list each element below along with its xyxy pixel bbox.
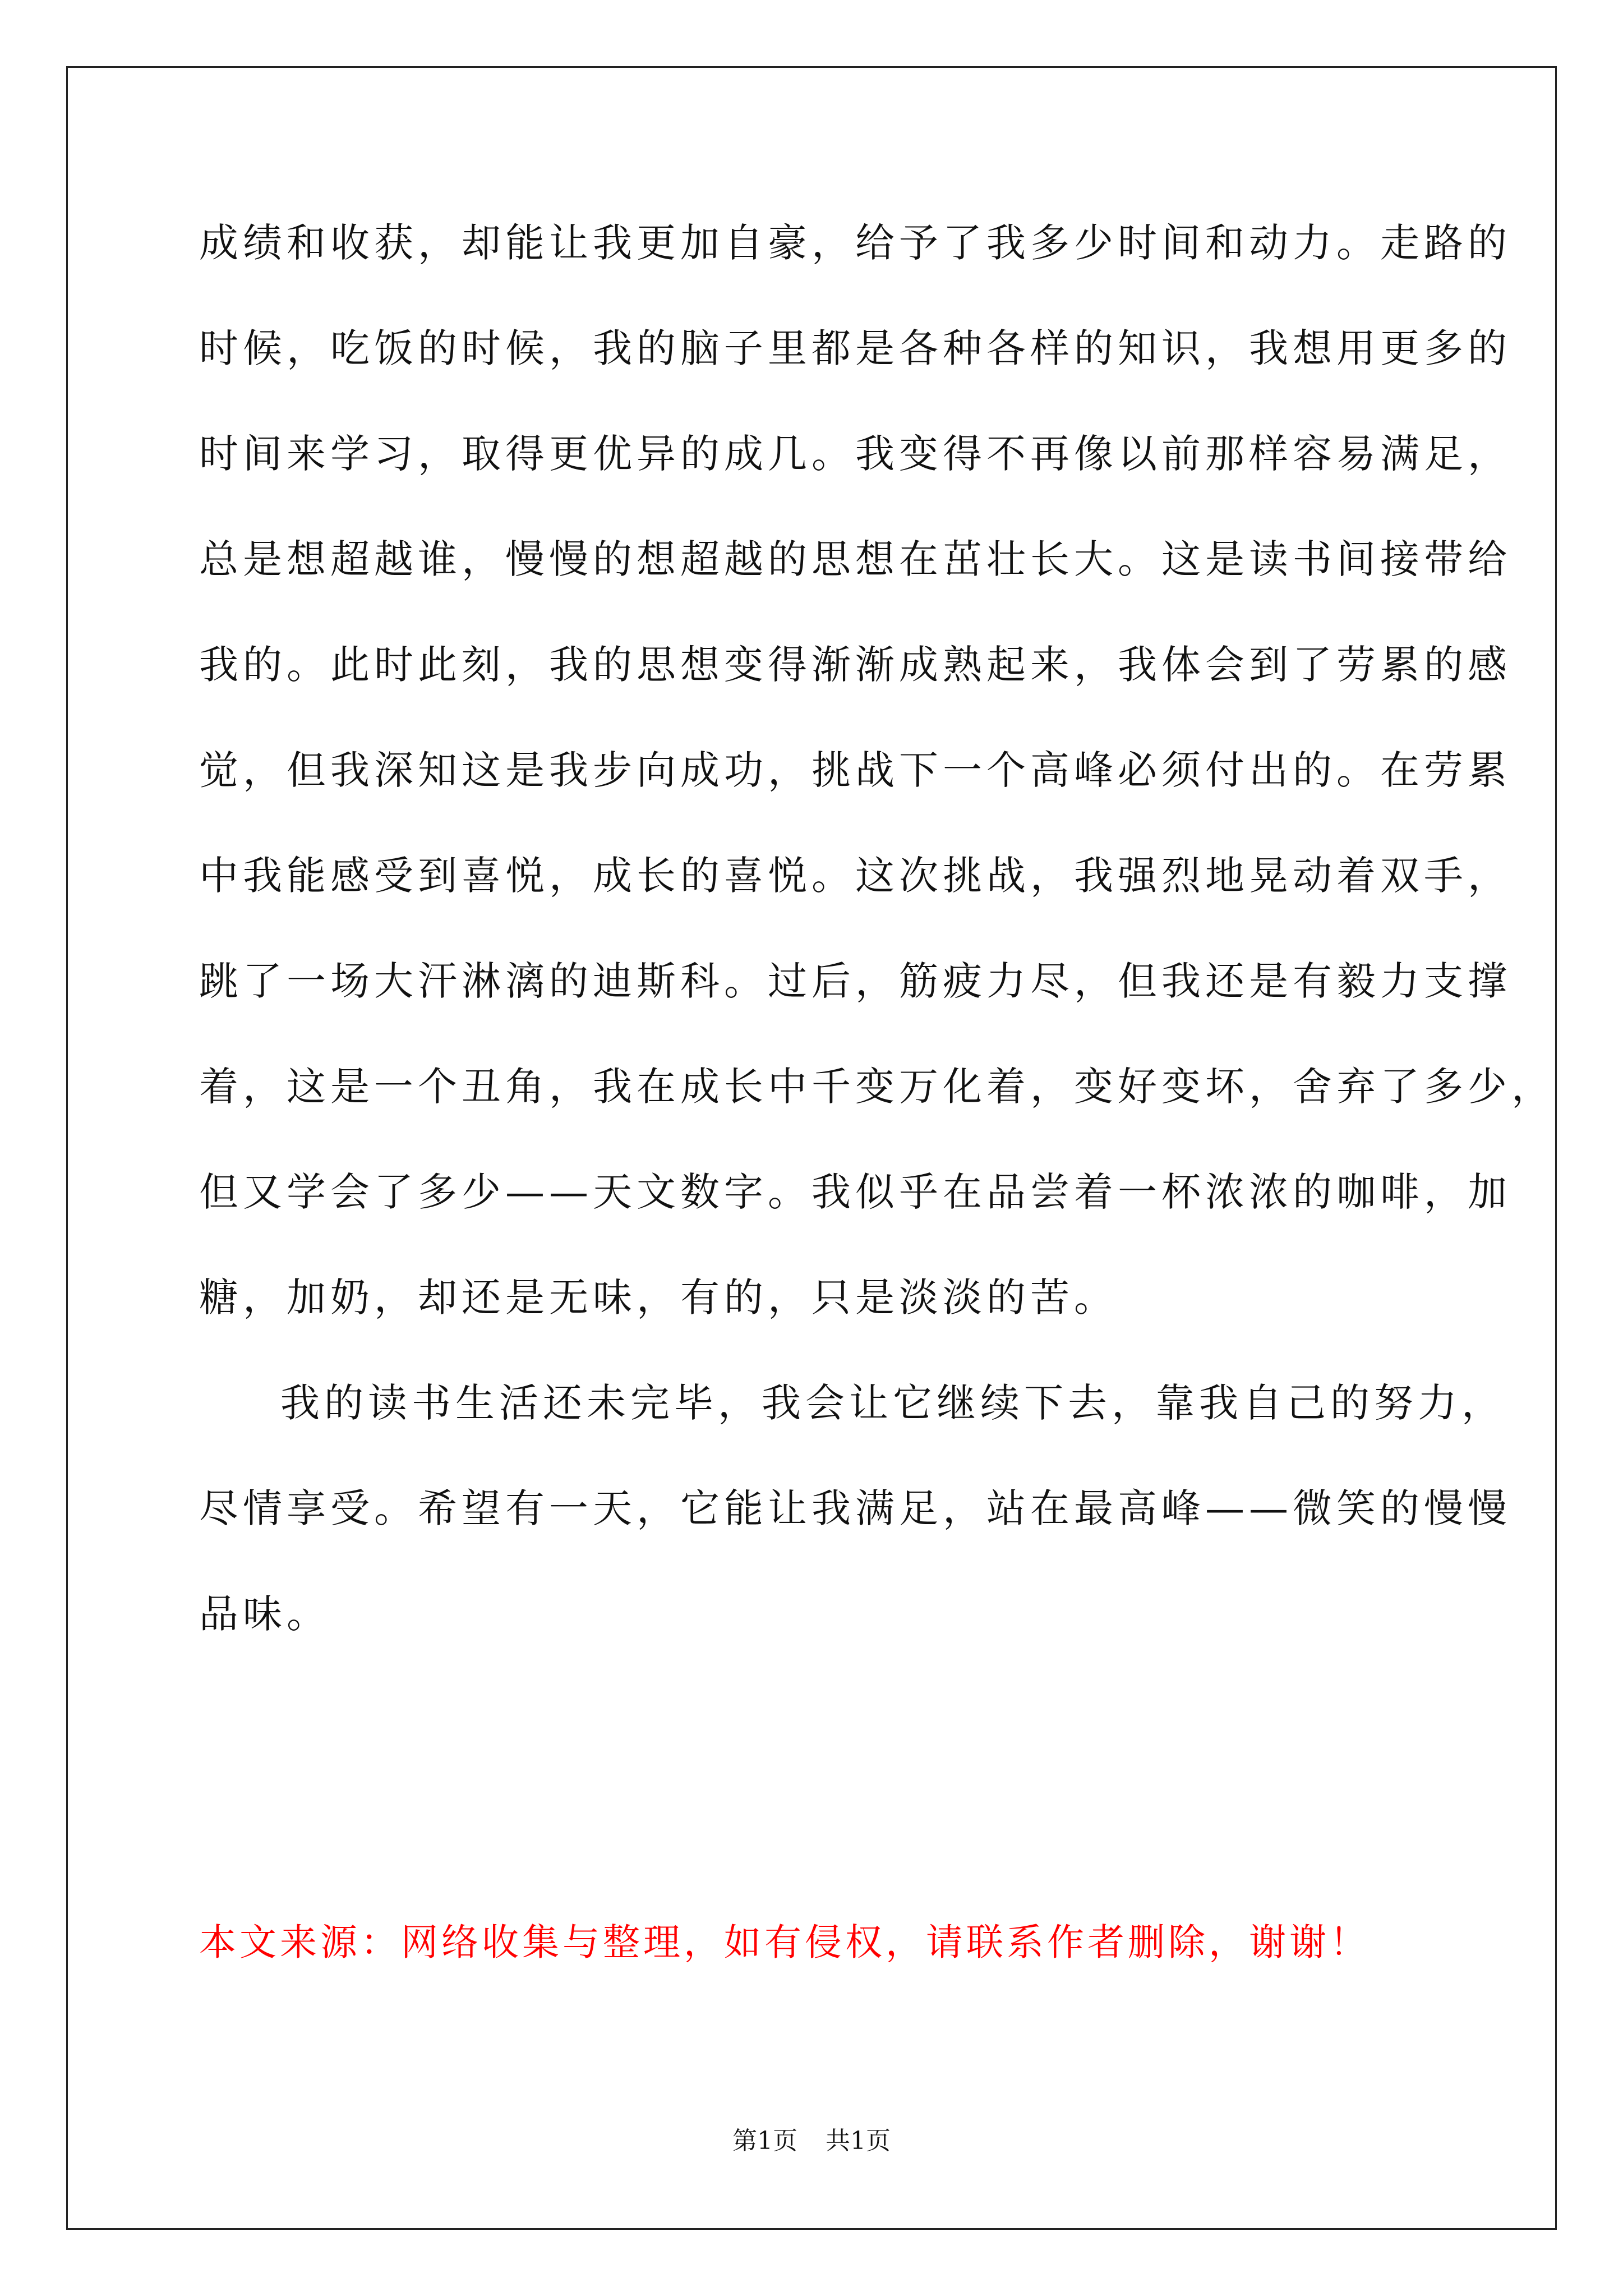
paragraph-line: 时候，吃饭的时候，我的脑子里都是各种各样的知识，我想用更多的 (199, 325, 1511, 371)
paragraph-line: 我的。此时此刻，我的思想变得渐渐成熟起来，我体会到了劳累的感 (199, 642, 1511, 688)
page-number-current: 第1页 (732, 2127, 797, 2155)
paragraph-line: 品味。 (199, 1591, 330, 1637)
paragraph-line: 但又学会了多少——天文数字。我似乎在品尝着一杯浓浓的咖啡，加 (199, 1169, 1511, 1215)
article-body (199, 220, 1555, 1700)
paragraph-line: 总是想超越谁，慢慢的想超越的思想在茁壮长大。这是读书间接带给 (199, 536, 1511, 582)
paragraph-line: 时间来学习，取得更优异的成几。我变得不再像以前那样容易满足， (199, 431, 1511, 477)
paragraph-line: 尽情享受。希望有一天，它能让我满足，站在最高峰——微笑的慢慢 (199, 1485, 1511, 1531)
paragraph-line: 跳了一场大汗淋漓的迪斯科。过后，筋疲力尽，但我还是有毅力支撑 (199, 958, 1511, 1004)
paragraph-line: 我的读书生活还未完毕，我会让它继续下去，靠我自己的努力， (280, 1380, 1505, 1426)
paragraph-line: 成绩和收获，却能让我更加自豪，给予了我多少时间和动力。走路的 (199, 220, 1511, 266)
paragraph-line: 觉，但我深知这是我步向成功，挑战下一个高峰必须付出的。在劳累 (199, 747, 1511, 793)
paragraph-line: 着，这是一个丑角，我在成长中千变万化着，变好变坏，舍弃了多少， (199, 1064, 1555, 1110)
paragraph-line: 糖，加奶，却还是无味，有的，只是淡淡的苦。 (199, 1274, 1118, 1320)
paragraph-line: 中我能感受到喜悦，成长的喜悦。这次挑战，我强烈地晃动着双手， (199, 853, 1511, 899)
source-note: 本文来源：网络收集与整理，如有侵权，请联系作者删除，谢谢！ (199, 1921, 1370, 1964)
page-footer (0, 2127, 1623, 2155)
page-number-total: 共1页 (826, 2127, 891, 2155)
